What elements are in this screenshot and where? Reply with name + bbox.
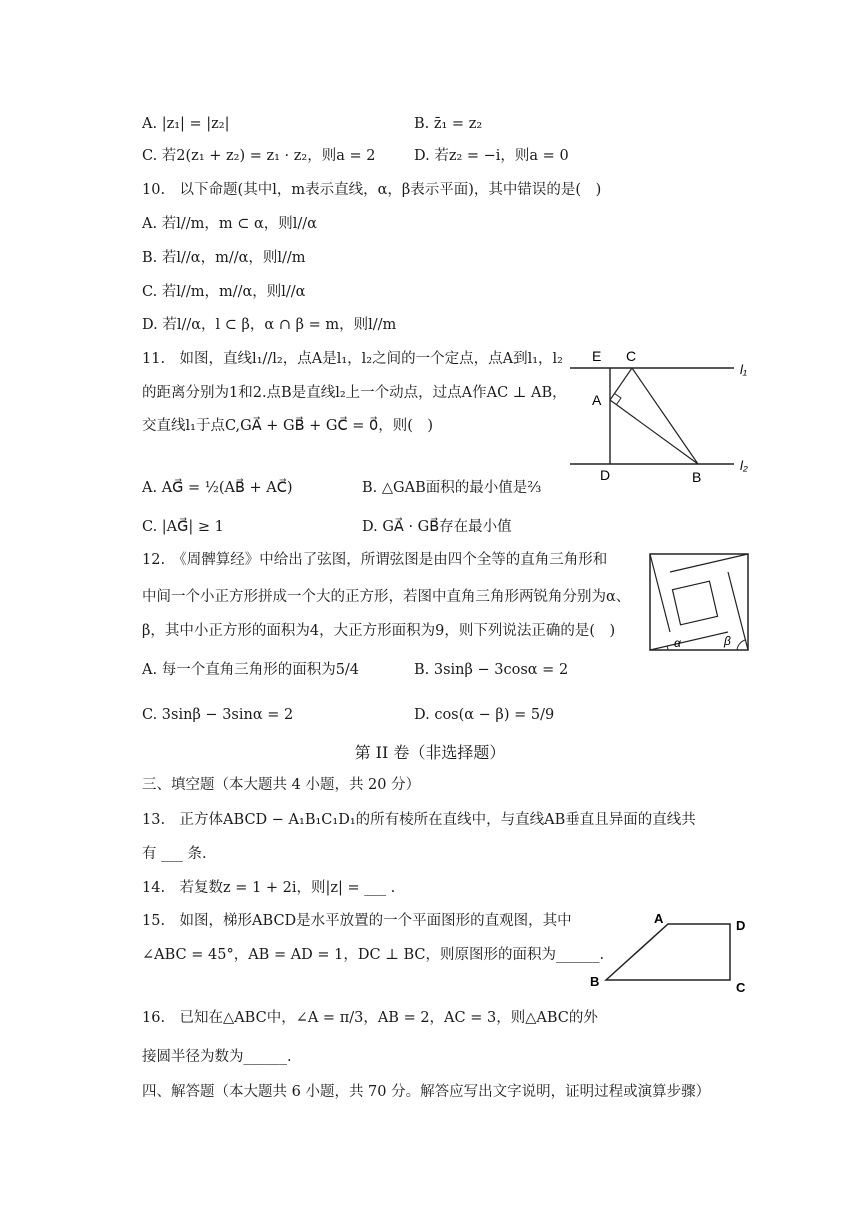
q11-option-c: C. |AG⃗| ≥ 1	[142, 519, 224, 535]
q15-label-b: B	[590, 974, 600, 989]
q16-line1: 16. 已知在△ABC中，∠A = π/3，AB = 2，AC = 3，则△ABC的外	[142, 1010, 598, 1026]
q11-label-b: B	[692, 469, 702, 485]
q11-option-a: A. AG⃗ = ½(AB⃗ + AC⃗)	[142, 480, 293, 496]
q15-label-a: A	[654, 911, 664, 926]
q9-option-c: C. 若2(z₁ + z₂) = z₁ · z₂，则a = 2	[142, 148, 376, 164]
q11-label-c: C	[626, 348, 637, 364]
q12-stem-line1: 12. 《周髀算经》中给出了弦图，所谓弦图是由四个全等的直角三角形和	[142, 552, 608, 568]
q10-option-a: A. 若l//m，m ⊂ α，则l//α	[142, 216, 317, 232]
q10-stem: 10. 以下命题(其中l，m表示直线，α，β表示平面)，其中错误的是( )	[142, 182, 602, 198]
q11-label-a: A	[592, 392, 602, 408]
q10-option-b: B. 若l//α，m//α，则l//m	[142, 250, 306, 266]
q15-figure	[588, 908, 758, 998]
q12-label-alpha: α	[674, 636, 681, 650]
q13-line2: 有 ___ 条.	[142, 846, 207, 862]
q11-stem-line2: 的距离分别为1和2.点B是直线l₂上一个动点，过点A作AC ⊥ AB，	[142, 385, 567, 401]
q12-label-beta: β	[724, 634, 731, 648]
q12-option-a: A. 每一个直角三角形的面积为5/4	[142, 662, 360, 678]
q11-label-l1: l₁	[740, 362, 747, 377]
q12-option-d: D. cos(α − β) = 5/9	[414, 707, 555, 723]
q11-label-l2: l₂	[740, 458, 748, 473]
q12-option-c: C. 3sinβ − 3sinα = 2	[142, 707, 294, 723]
section4-heading: 四、解答题（本大题共 6 小题，共 70 分。解答应写出文字说明，证明过程或演算步骤）	[142, 1084, 711, 1100]
q13-line1: 13. 正方体ABCD − A₁B₁C₁D₁的所有棱所在直线中，与直线AB垂直且异面的直线共	[142, 812, 696, 828]
section3-heading: 三、填空题（本大题共 4 小题，共 20 分）	[142, 777, 421, 793]
q16-line2: 接圆半径为数为______.	[142, 1049, 292, 1065]
q11-stem-line1: 11. 如图，直线l₁//l₂，点A是l₁，l₂之间的一个定点，点A到l₁，l₂	[142, 351, 563, 367]
q15-label-d: D	[736, 918, 746, 933]
q15-line1: 15. 如图，梯形ABCD是水平放置的一个平面图形的直观图，其中	[142, 913, 572, 929]
q12-stem-line3: β，其中小正方形的面积为4，大正方形面积为9，则下列说法正确的是( )	[142, 623, 616, 639]
q14-stem: 14. 若复数z = 1 + 2i，则|z| = ___ .	[142, 880, 396, 896]
q11-stem-line3: 交直线l₁于点C,GA⃗ + GB⃗ + GC⃗ = 0⃗，则( )	[142, 418, 434, 434]
part2-title: 第 II 卷（非选择题）	[354, 743, 506, 762]
q12-stem-line2: 中间一个小正方形拼成一个大的正方形，若图中直角三角形两锐角分别为α、	[142, 589, 631, 605]
q11-option-b: B. △GAB面积的最小值是⅔	[362, 480, 542, 496]
q15-label-c: C	[736, 980, 746, 995]
q9-option-d: D. 若z₂ = −i，则a = 0	[414, 148, 569, 164]
q12-figure	[648, 552, 752, 654]
q11-label-e: E	[592, 348, 602, 364]
q11-option-d: D. GA⃗ · GB⃗存在最小值	[362, 519, 512, 535]
q11-figure	[562, 342, 762, 488]
q10-option-c: C. 若l//m，m//α，则l//α	[142, 284, 306, 300]
q9-option-a: A. |z₁| = |z₂|	[142, 116, 230, 132]
q10-option-d: D. 若l//α，l ⊂ β，α ∩ β = m，则l//m	[142, 317, 397, 333]
q9-option-b: B. z̄₁ = z₂	[414, 116, 483, 132]
q12-option-b: B. 3sinβ − 3cosα = 2	[414, 662, 569, 678]
q15-line2: ∠ABC = 45°，AB = AD = 1，DC ⊥ BC，则原图形的面积为______.	[142, 947, 605, 963]
q11-label-d: D	[600, 467, 611, 483]
